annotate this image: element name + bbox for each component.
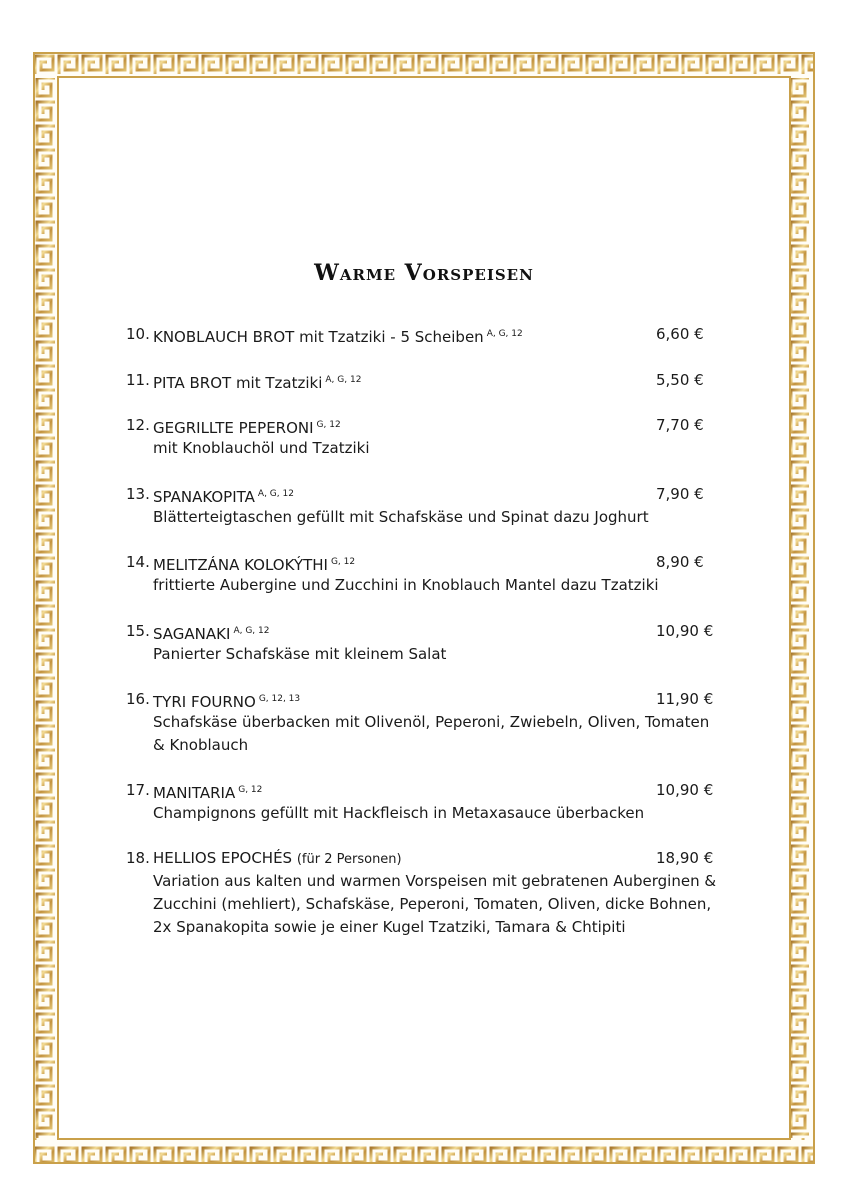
- item-name: TYRI FOURNO: [153, 693, 256, 711]
- item-name-line: [153, 369, 361, 395]
- item-description: Panierter Schafskäse mit kleinem Salat: [153, 645, 447, 663]
- item-number: 15.: [126, 622, 150, 640]
- item-allergens: A, G, 12: [257, 489, 294, 499]
- item-allergens: A, G, 12: [233, 626, 270, 636]
- item-allergens: G, 12: [316, 420, 341, 430]
- item-price: 7,70 €: [656, 416, 704, 434]
- item-name: GEGRILLTE PEPERONI: [153, 419, 314, 437]
- item-price: 10,90 €: [656, 781, 714, 799]
- item-number: 17.: [126, 781, 150, 799]
- item-allergens: G, 12, 13: [258, 694, 301, 704]
- item-name: MELITZÁNA KOLOKÝTHI: [153, 556, 328, 574]
- item-price: 8,90 €: [656, 553, 704, 571]
- item-allergens: G, 12: [330, 557, 356, 567]
- item-description: mit Knoblauchöl und Tzatziki: [153, 439, 370, 457]
- item-description: Champignons gefüllt mit Hackfleisch in Metaxasauce überbacken: [153, 804, 645, 822]
- item-allergens: G, 12: [238, 785, 263, 795]
- item-name-line: [153, 847, 402, 871]
- item-number: 14.: [126, 553, 150, 571]
- item-description: Variation aus kalten und warmen Vorspeisen mit gebratenen Auberginen & Zucchini (mehliert), Schafskäse, Peperoni, Tomaten, Oliven, dicke Bohnen, 2x Spanakopita sowie je einer Kugel Tzatziki, Tamara & Chtipiti: [153, 872, 717, 936]
- item-name: PITA BROT mit Tzatziki: [153, 374, 323, 392]
- item-description: Blätterteigtaschen gefüllt mit Schafskäse und Spinat dazu Joghurt: [153, 508, 649, 526]
- item-allergens: A, G, 12: [325, 375, 362, 385]
- item-name: KNOBLAUCH BROT mit Tzatziki - 5 Scheiben: [153, 328, 484, 346]
- item-name: SPANAKOPITA: [153, 488, 255, 506]
- item-description: frittierte Aubergine und Zucchini in Knoblauch Mantel dazu Tzatziki: [153, 576, 659, 594]
- item-price: 18,90 €: [656, 849, 714, 867]
- item-description: Schafskäse überbacken mit Olivenöl, Peperoni, Zwiebeln, Oliven, Tomaten & Knoblauch: [153, 713, 710, 754]
- item-number: 10.: [126, 325, 150, 343]
- item-name-note: (für 2 Personen): [296, 852, 402, 867]
- item-number: 16.: [126, 690, 150, 708]
- section-title: Warme Vorspeisen: [314, 260, 534, 286]
- item-price: 6,60 €: [656, 325, 704, 343]
- item-price: 10,90 €: [656, 622, 714, 640]
- item-number: 11.: [126, 371, 150, 389]
- item-name: SAGANAKI: [153, 625, 231, 643]
- item-price: 11,90 €: [656, 690, 714, 708]
- item-name-line: [153, 323, 523, 349]
- item-number: 12.: [126, 416, 150, 434]
- item-price: 7,90 €: [656, 485, 704, 503]
- greek-key-pattern: [33, 52, 815, 1164]
- item-price: 5,50 €: [656, 371, 704, 389]
- item-number: 13.: [126, 485, 150, 503]
- item-name: HELLIOS EPOCHÉS: [153, 849, 293, 867]
- item-number: 18.: [126, 849, 150, 867]
- item-name: MANITARIA: [153, 784, 236, 802]
- item-allergens: A, G, 12: [486, 329, 523, 339]
- greek-key-border: [33, 52, 815, 1164]
